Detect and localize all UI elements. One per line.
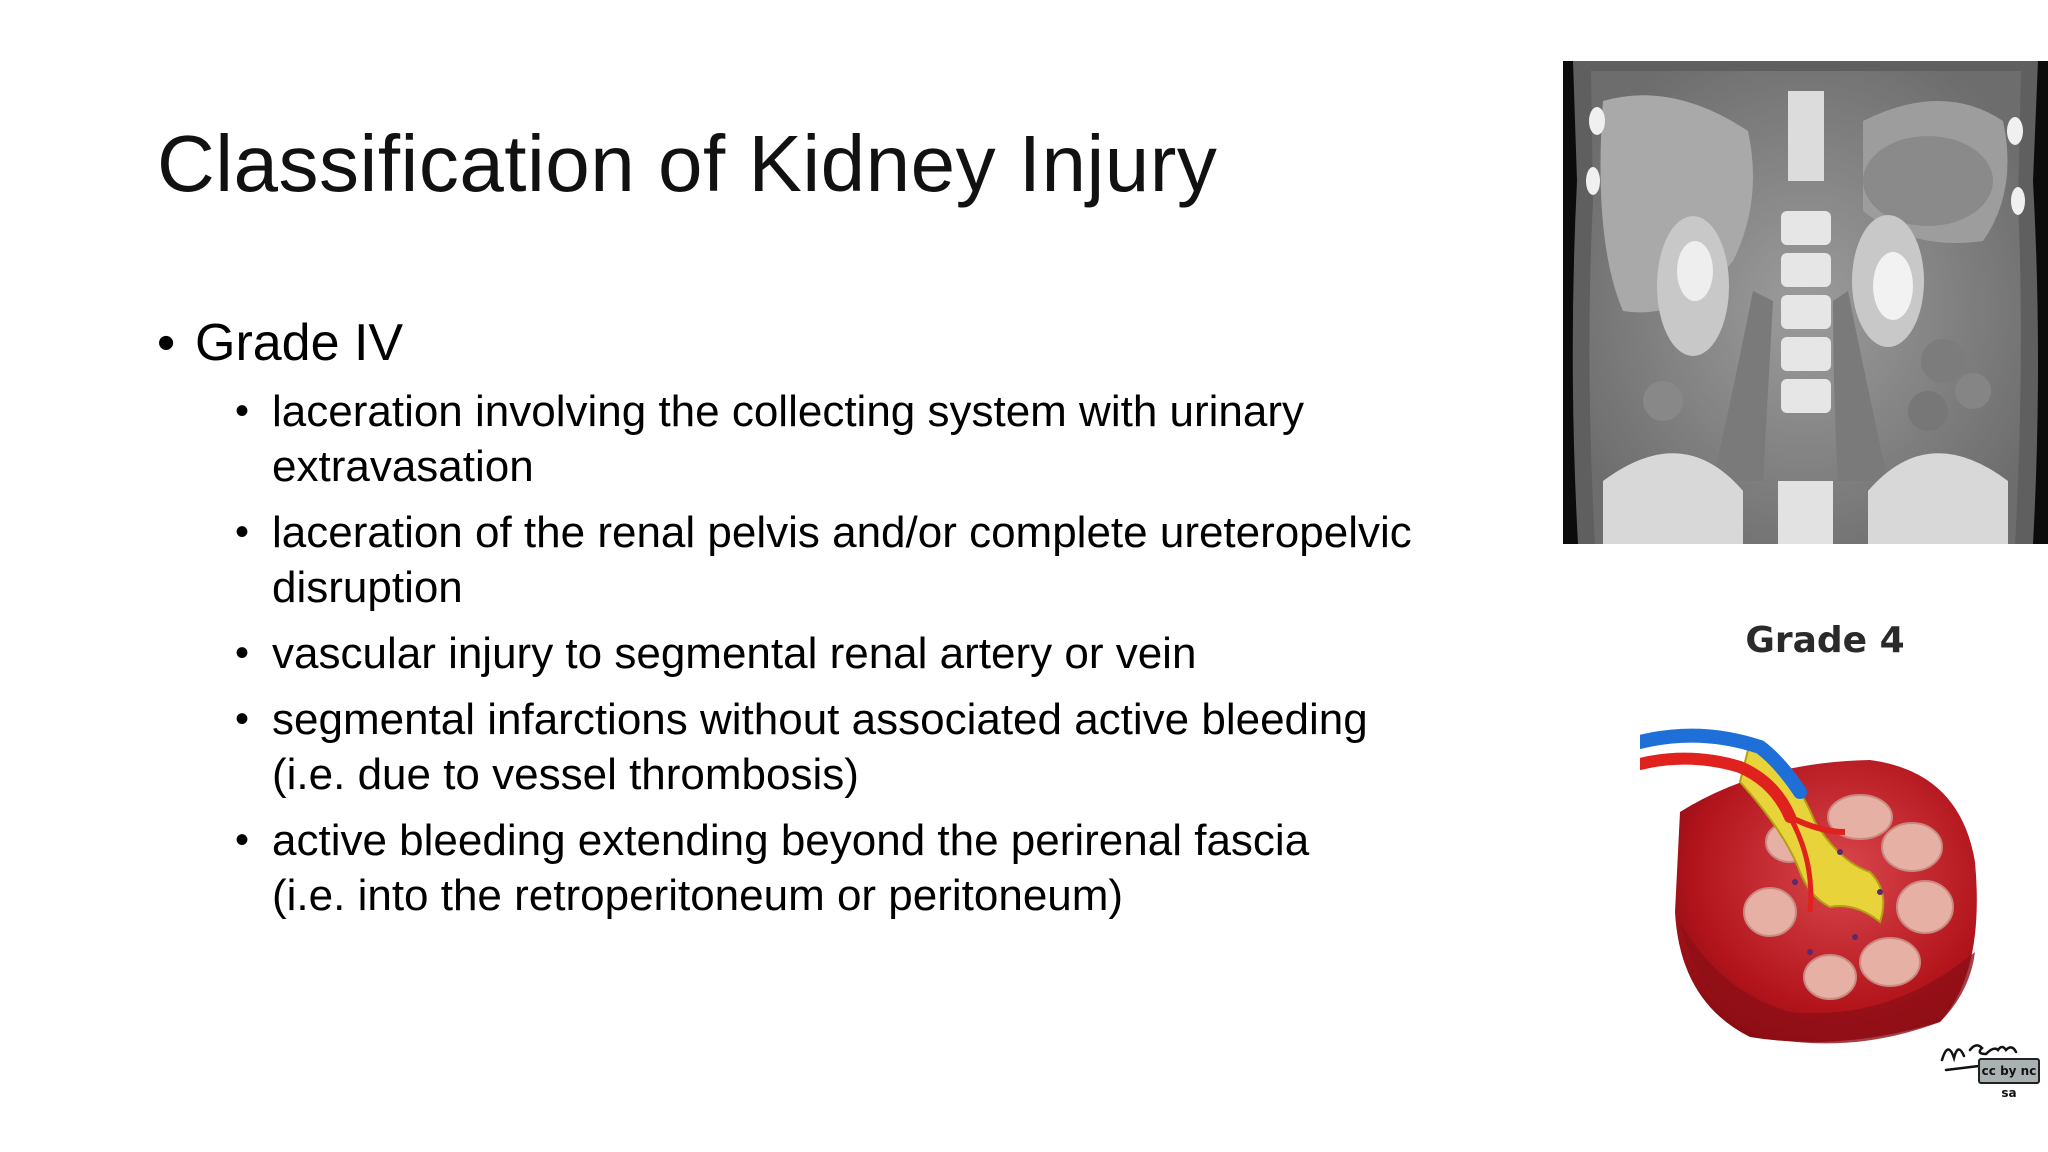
sub-bullet-line: extravasation bbox=[272, 442, 534, 491]
sub-bullet-dot: • bbox=[235, 631, 250, 675]
sub-bullet-line: segmental infarctions without associated active bleeding bbox=[272, 695, 1368, 744]
license-badge: cc by nc sa bbox=[1978, 1058, 2040, 1084]
slide-content bbox=[157, 308, 1537, 934]
ct-scan-graphic bbox=[1563, 61, 2048, 544]
sub-bullet-dot: • bbox=[235, 510, 250, 554]
diagram-caption: Grade 4 bbox=[1745, 620, 1905, 661]
sub-bullet-2 bbox=[235, 505, 1537, 615]
sub-bullet-dot: • bbox=[235, 818, 250, 862]
sub-bullet-line: (i.e. into the retroperitoneum or peritoneum) bbox=[272, 871, 1124, 920]
sub-bullet-line: active bleeding extending beyond the perirenal fascia bbox=[272, 816, 1310, 865]
sub-bullet-line: vascular injury to segmental renal artery or vein bbox=[272, 629, 1197, 678]
slide-title: Classification of Kidney Injury bbox=[157, 119, 1218, 208]
bullet-dot: • bbox=[157, 314, 176, 372]
sub-bullet-1 bbox=[235, 384, 1537, 494]
sub-bullet-line: laceration of the renal pelvis and/or complete ureteropelvic bbox=[272, 508, 1412, 557]
sub-bullet-dot: • bbox=[235, 389, 250, 433]
bullet-grade bbox=[157, 308, 1537, 378]
sub-bullet-4 bbox=[235, 692, 1537, 802]
sub-bullet-3 bbox=[235, 626, 1537, 681]
kidney-graphic bbox=[1640, 722, 2000, 1062]
sub-bullet-5 bbox=[235, 813, 1537, 923]
kidney-illustration bbox=[1640, 722, 2000, 1062]
sub-bullet-line: disruption bbox=[272, 563, 463, 612]
sub-bullet-line: (i.e. due to vessel thrombosis) bbox=[272, 750, 859, 799]
sub-bullet-dot: • bbox=[235, 697, 250, 741]
sub-bullet-line: laceration involving the collecting system with urinary bbox=[272, 387, 1305, 436]
ct-scan-image bbox=[1563, 61, 2048, 544]
bullet-grade-text: Grade IV bbox=[195, 314, 404, 372]
